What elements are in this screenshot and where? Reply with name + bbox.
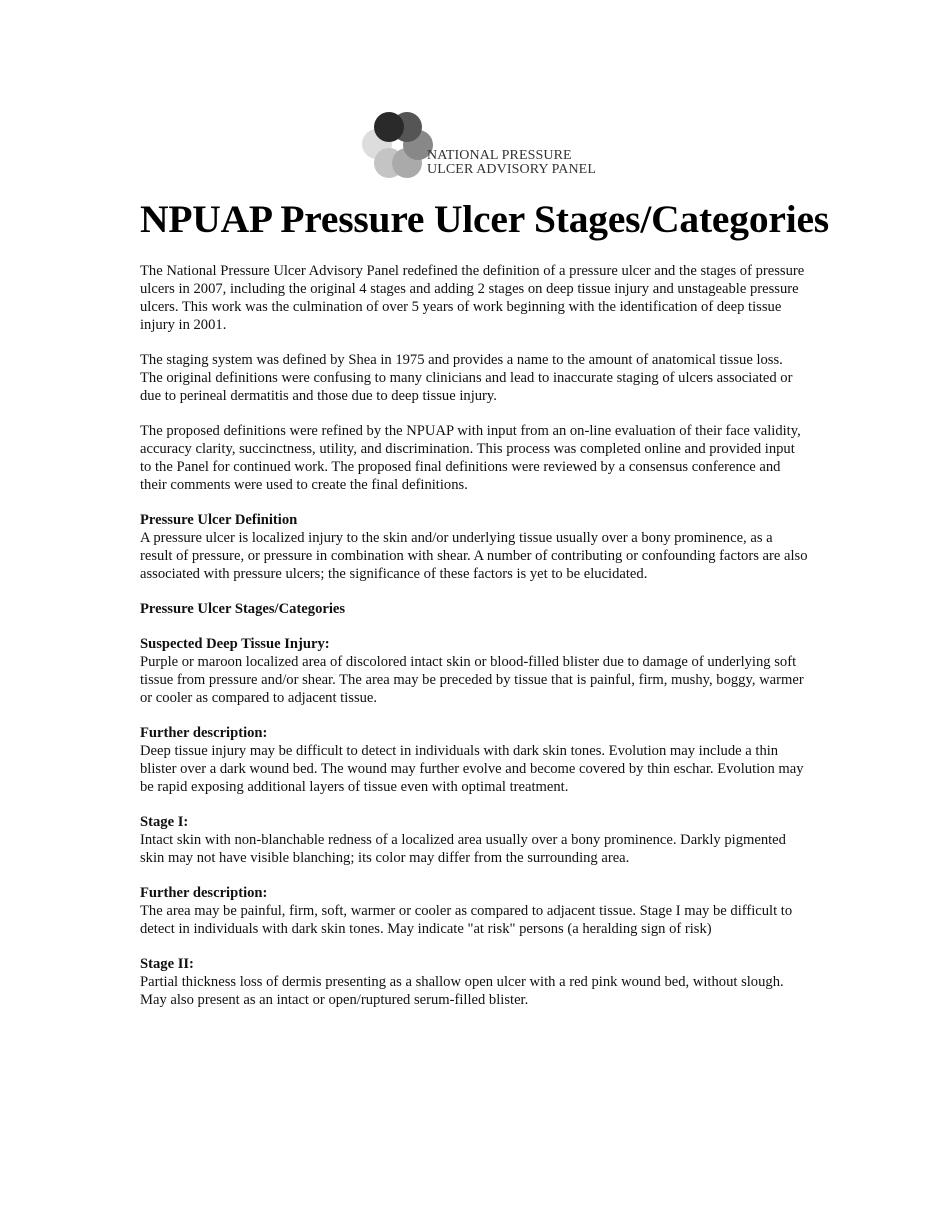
- section-text: Partial thickness loss of dermis presenting as a shallow open ulcer with a red pink wound bed, without slough. May also present as an intact or open/ruptured serum-filled blister.: [140, 974, 784, 1008]
- section-heading: Further description:: [140, 725, 268, 741]
- logo-circle-dark-left: [374, 112, 404, 142]
- stages-heading: Pressure Ulcer Stages/Categories: [140, 601, 346, 617]
- intro-paragraph-2: The staging system was defined by Shea in 1975 and provides a name to the amount of anatomical tissue loss. The original definitions were confusing to many clinicians and lead to inaccurate staging of ulcers associated or due to perineal dermatitis and those due to deep tissue injury.: [140, 352, 793, 404]
- intro-paragraph-1: The National Pressure Ulcer Advisory Panel redefined the definition of a pressure ulcer and the stages of pressure ulcers in 2007, including the original 4 stages and adding 2 stages on deep tissue injury and unstageable pressure ulcers. This work was the culmination of over 5 years of work beginning with the identification of deep tissue injury in 2001.: [140, 263, 805, 333]
- section-stage-2: [140, 955, 808, 1009]
- section-heading: Stage I:: [140, 814, 189, 830]
- npuap-logo: [360, 110, 600, 182]
- section-deep-tissue-injury: [140, 635, 808, 707]
- intro-paragraph-3: The proposed definitions were refined by the NPUAP with input from an on-line evaluation of their face validity, accuracy clarity, succinctness, utility, and discrimination. This process was completed online and provided input to the Panel for continued work. The proposed final definitions were reviewed by a consensus conference and their comments were used to create the final definitions.: [140, 423, 801, 493]
- section-text: The area may be painful, firm, soft, warmer or cooler as compared to adjacent tissue. Stage I may be difficult to detect in individuals with dark skin tones. May indicate "at risk" persons (a heralding sign of risk): [140, 903, 793, 937]
- logo-line-2: ULCER ADVISORY PANEL: [427, 162, 596, 177]
- logo-wordmark: [427, 149, 596, 177]
- section-heading: Suspected Deep Tissue Injury:: [140, 636, 330, 652]
- definition-text: A pressure ulcer is localized injury to the skin and/or underlying tissue usually over a bony prominence, as a result of pressure, or pressure in combination with shear. A number of contributing or confounding factors are also associated with pressure ulcers; the significance of these factors is yet to be elucidated.: [140, 530, 808, 582]
- logo-line-1: NATIONAL PRESSURE: [427, 148, 572, 163]
- section-text: Deep tissue injury may be difficult to detect in individuals with dark skin tones. Evolution may include a thin blister over a dark wound bed. The wound may further evolve and become covered by thin eschar. Evolution may be rapid exposing additional layers of tissue even with optimal treatment.: [140, 743, 804, 795]
- section-stage-1: [140, 813, 808, 867]
- section-dti-further-description: [140, 724, 808, 796]
- section-heading: Stage II:: [140, 956, 194, 972]
- page-title: NPUAP Pressure Ulcer Stages/Categories: [140, 197, 829, 241]
- document-body: [140, 262, 808, 1026]
- stages-heading-block: [140, 600, 808, 618]
- definition-heading: Pressure Ulcer Definition: [140, 512, 298, 528]
- section-text: Intact skin with non-blanchable redness of a localized area usually over a bony prominence. Darkly pigmented skin may not have visible blanching; its color may differ from the surrounding area.: [140, 832, 786, 866]
- section-heading: Further description:: [140, 885, 268, 901]
- section-text: Purple or maroon localized area of discolored intact skin or blood-filled blister due to damage of underlying soft tissue from pressure and/or shear. The area may be preceded by tissue that is painful, firm, mushy, boggy, warmer or cooler as compared to adjacent tissue.: [140, 654, 804, 706]
- definition-section: [140, 511, 808, 583]
- section-stage-1-further-description: [140, 884, 808, 938]
